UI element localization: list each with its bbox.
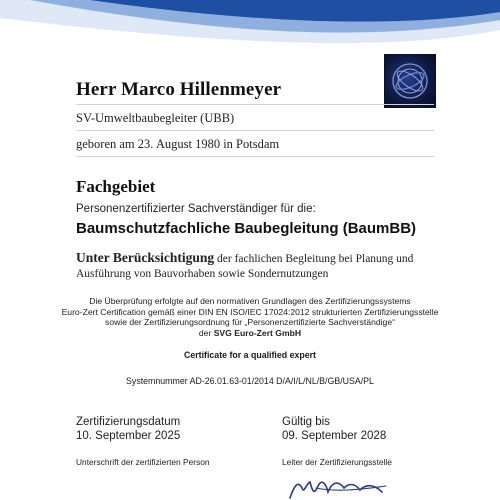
system-number: Systemnummer AD-26.01.63-01/2014 D/A/I/L/NL/B/GB/USA/PL: [126, 376, 374, 386]
certification-statement: [60, 296, 440, 338]
leader-signature-label: Leiter der Zertifizierungsstelle: [282, 457, 392, 467]
divider: [76, 156, 434, 157]
cert-date-label: Zertifizierungsdatum: [76, 416, 181, 428]
holder-name: Herr Marco Hillenmeyer: [76, 79, 282, 100]
statement-line: Euro-Zert Certification gemäß einer DIN EN ISO/IEC 17024:2012 strukturierten Zertifizierungsstelle: [61, 306, 439, 317]
certificate-label: Certificate for a qualified expert: [184, 350, 316, 360]
field-consideration: [76, 250, 416, 282]
leader-signature: [286, 470, 396, 500]
valid-until-label: Gültig bis: [282, 416, 330, 428]
divider: [76, 104, 434, 105]
statement-line: sowie der Zertifizierungsordnung für „Personenzertifizierte Sachverständige“: [105, 317, 395, 328]
statement-line: der SVG Euro-Zert GmbH: [198, 327, 302, 338]
hologram-seal: [384, 54, 436, 108]
cert-date-value: 10. September 2025: [76, 430, 181, 442]
header-wave-band: [0, 0, 500, 60]
consideration-text: der fachlichen Begleitung bei Planung und Ausführung von Bauvorhaben sowie Sondernutzungen: [76, 253, 414, 280]
holder-signature-label: Unterschrift der zertifizierten Person: [76, 457, 210, 467]
consideration-bold: Unter Berücksichtigung: [76, 250, 215, 265]
statement-line: Die Überprüfung erfolgte auf den normativen Grundlagen des Zertifizierungssystems: [89, 296, 411, 306]
section-heading-fachgebiet: Fachgebiet: [76, 177, 156, 196]
field-specialty: Baumschutzfachliche Baubegleitung (BaumBB): [76, 220, 417, 237]
field-intro: Personenzertifizierter Sachverständiger für die:: [76, 203, 316, 215]
valid-until-value: 09. September 2028: [282, 430, 387, 442]
divider: [76, 130, 434, 131]
holder-birth: geboren am 23. August 1980 in Potsdam: [76, 137, 280, 151]
holder-title: SV-Umweltbaubegleiter (UBB): [76, 111, 235, 125]
